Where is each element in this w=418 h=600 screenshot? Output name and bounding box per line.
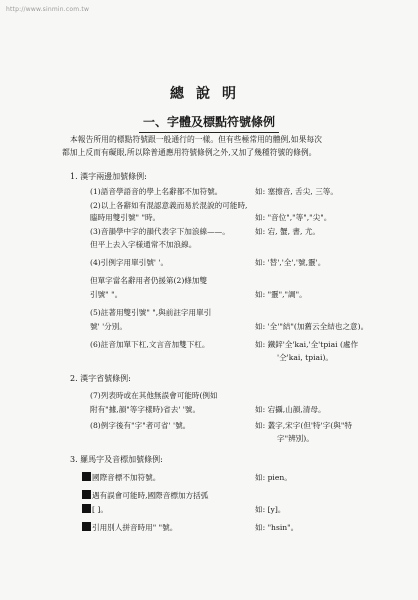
section-3-heading: 3. 羅馬字及音標加號條例: xyxy=(70,455,163,464)
rule-7-example: 如: 宕攝,山韻,清母。 xyxy=(255,405,326,414)
rule-4: (4)引例字用單引號' '。 xyxy=(90,258,169,267)
ink-blot xyxy=(82,504,91,513)
rule-3-cont: 但平上去入字様通常不加浪線。 xyxy=(90,240,197,249)
page-title: 總說明 xyxy=(170,86,248,102)
rule-2-example: 如: "音位","等","尖"。 xyxy=(255,213,332,222)
rule-7: (7)列表時或在其他無誤會可能時(例如 xyxy=(90,391,218,400)
intro-line-2: 都加上反而有礙眼,所以除普通應用符號條例之外,又加了幾種符號的條例。 xyxy=(62,148,317,157)
watermark: http://www.sinmin.com.tw xyxy=(6,6,90,13)
rule-4b: 但單字當名辭用者仍援第(2)條加雙 xyxy=(90,276,208,285)
section-1-heading: 1. 漢字兩邊加號條例: xyxy=(70,172,147,181)
rule-10-example: 如: [y]。 xyxy=(255,505,286,514)
rule-9: 國際音標不加符號。 xyxy=(92,473,161,482)
rule-1-example: 如: 塞擦音, 舌尖, 三等。 xyxy=(255,187,338,196)
rule-3-example: 如: 宕, 蟹, 書, 尤。 xyxy=(255,227,321,236)
rule-5-example: 如: '全'"結"(加舊云全結也之意)。 xyxy=(255,322,369,331)
rule-9-example: 如: pien。 xyxy=(255,473,292,482)
section-subtitle: 一、字體及標點符號條例 xyxy=(139,113,279,133)
rule-7-cont: 附有"據,韻"等字樣時)省去' '號。 xyxy=(90,405,201,414)
rule-4-example: 如: '替','全','號,靈'。 xyxy=(255,258,326,267)
rule-6-example-cont: '仝'kai, tpiai)。 xyxy=(277,353,334,362)
rule-8: (8)例字後有"字"者可省' '號。 xyxy=(90,421,191,430)
rule-11: 引用別人拼音時用" "號。 xyxy=(92,523,178,532)
ink-blot xyxy=(82,490,91,499)
rule-8-example: 如: 叢字,宋字(但'特'字(與"特 xyxy=(255,421,352,430)
rule-4b-cont: 引號" "。 xyxy=(90,290,123,299)
rule-5: (5)註著用雙引號" ",與前註字用單引 xyxy=(90,308,212,317)
rule-2-cont: 臨時用雙引號" "時。 xyxy=(90,213,161,222)
section-2-heading: 2. 漢字省號條例: xyxy=(70,374,131,383)
rule-6-example: 如: 鐵鋅'全'kai,'全'tpiai (處作 xyxy=(255,340,359,349)
ink-blot xyxy=(82,522,91,531)
rule-8-example-cont: 字"辨別)。 xyxy=(277,434,314,443)
rule-1: (1)語音學語音的學上名辭都不加符號。 xyxy=(90,187,223,196)
intro-line-1: 本報告所用的標點符號跟一般通行的一樣。但有些極常用的體例,如果每次 xyxy=(70,135,322,144)
rule-5-cont: 號' '分別。 xyxy=(90,322,127,331)
rule-2: (2)以上各辭如有混認意義而易於混說的可能時, xyxy=(90,201,248,210)
rule-10: 遇有誤會可能時,國際音標加方括弧 xyxy=(92,491,209,500)
ink-blot xyxy=(82,472,91,481)
rule-3: (3)音韻學中字的韻代表字下加浪線——。 xyxy=(90,227,230,236)
rule-4b-example: 如: "靈","調"。 xyxy=(255,290,307,299)
rule-6: (6)註音加單下杠,文言音加雙下杠。 xyxy=(90,340,210,349)
rule-11-example: 如: "hsin"。 xyxy=(255,523,299,532)
rule-10-cont: [ ]。 xyxy=(92,505,108,514)
